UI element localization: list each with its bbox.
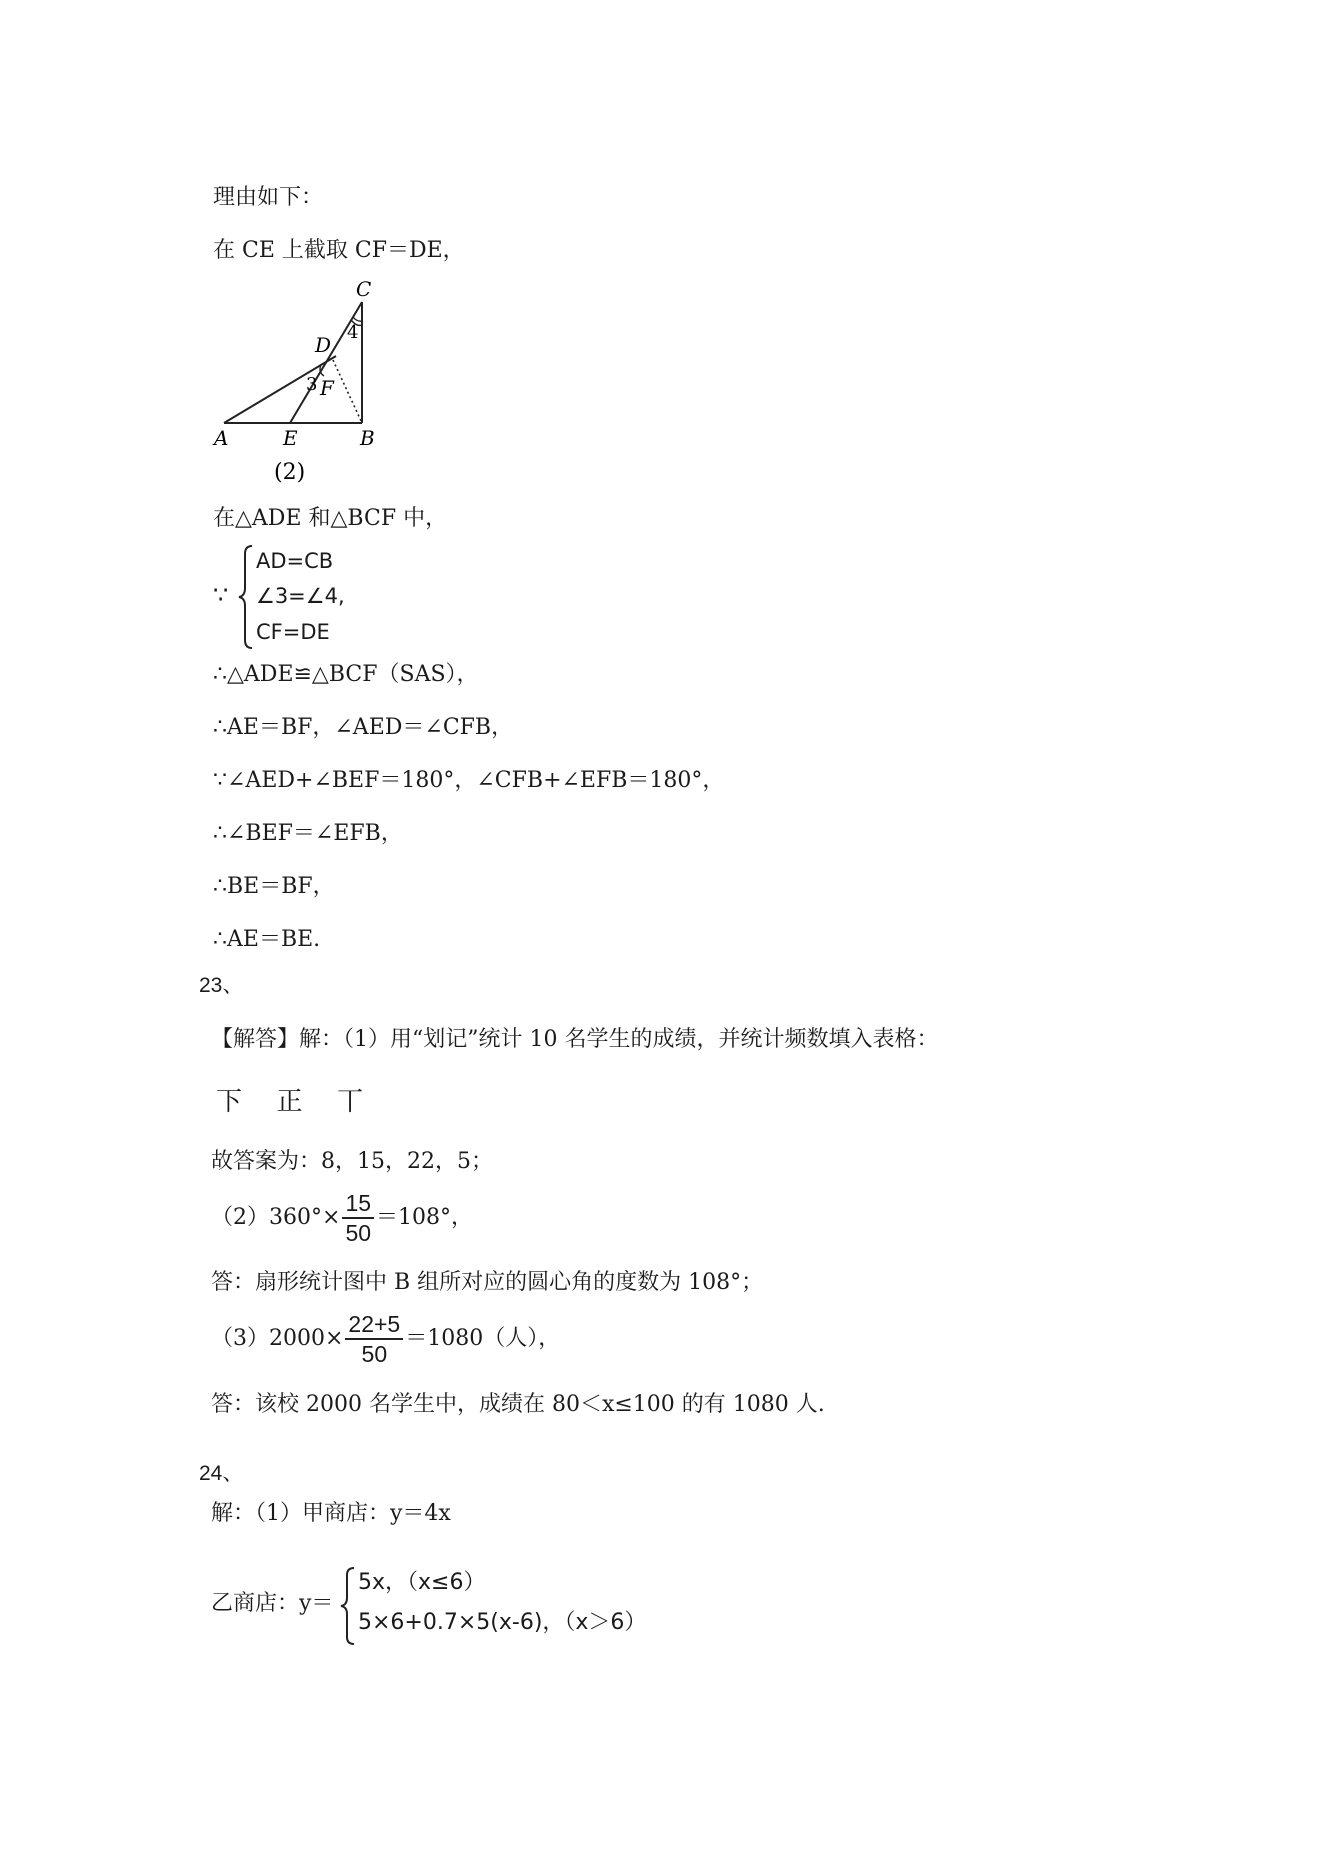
- case-1: 5x，（x≤6）: [358, 1570, 486, 1595]
- condition-2: ∠3=∠4,: [256, 584, 345, 608]
- because-symbol: ∵: [213, 581, 229, 609]
- tally-marks: [216, 1087, 365, 1117]
- step-3: ∵∠AED+∠BEF＝180°，∠CFB+∠EFB＝180°，: [213, 768, 725, 793]
- part3-numerator: 22+5: [345, 1311, 403, 1340]
- part2-fraction: [342, 1190, 374, 1246]
- problem-23-part3-answer: 答：该校 2000 名学生中，成绩在 80＜x≤100 的有 1080 人.: [211, 1392, 825, 1417]
- condition-3: CF=DE: [256, 620, 330, 644]
- store-b-label: 乙商店：y＝: [211, 1591, 334, 1616]
- problem-23-intro: 【解答】解：（1）用“划记”统计 10 名学生的成绩，并统计频数填入表格：: [211, 1027, 939, 1052]
- reason-line: 理由如下：: [213, 185, 324, 210]
- label-angle-3: 3: [306, 374, 318, 395]
- step-2: ∴AE＝BF，∠AED＝∠CFB，: [213, 715, 514, 740]
- label-E: E: [283, 426, 298, 450]
- label-C: C: [356, 277, 372, 301]
- part3-prefix: （3）2000×: [211, 1326, 344, 1351]
- tally-5: 正: [276, 1087, 305, 1117]
- step-6: ∴AE＝BE.: [213, 927, 321, 952]
- problem-23-part2: [211, 1190, 473, 1246]
- problem-23-number: 23、: [199, 974, 244, 997]
- label-D: D: [315, 333, 332, 357]
- part2-denominator: 50: [345, 1220, 372, 1246]
- label-A: A: [214, 426, 229, 450]
- label-angle-4: 4: [347, 322, 359, 343]
- step-1: ∴△ADE≌△BCF（SAS），: [213, 662, 479, 687]
- in-triangles-line: 在△ADE 和△BCF 中，: [213, 506, 448, 531]
- figure-caption: (2): [274, 460, 306, 485]
- part2-prefix: （2）360°×: [211, 1205, 341, 1230]
- tally-2: 丅: [337, 1087, 366, 1117]
- part3-fraction: [345, 1311, 403, 1367]
- part3-denominator: 50: [361, 1341, 388, 1367]
- step-4: ∴∠BEF＝∠EFB，: [213, 821, 403, 846]
- problem-23-part2-answer: 答：扇形统计图中 B 组所对应的圆心角的度数为 108°；: [211, 1270, 764, 1295]
- condition-1: AD=CB: [256, 549, 334, 573]
- piecewise-brace: [340, 1566, 356, 1646]
- intercept-line: 在 CE 上截取 CF＝DE，: [213, 238, 465, 263]
- left-brace: [238, 544, 254, 650]
- problem-23-part3: [211, 1311, 560, 1367]
- label-B: B: [360, 426, 375, 450]
- tally-8: 下: [216, 1087, 245, 1117]
- part2-numerator: 15: [342, 1190, 374, 1219]
- triangle-figure: [210, 272, 400, 497]
- step-5: ∴BE＝BF，: [213, 874, 335, 899]
- problem-23-answer: 故答案为：8，15，22，5；: [211, 1149, 493, 1174]
- problem-24-number: 24、: [199, 1462, 244, 1485]
- part2-suffix: ＝108°，: [376, 1205, 474, 1230]
- label-F: F: [320, 376, 334, 400]
- problem-24-line1: 解：（1）甲商店：y＝4x: [211, 1501, 451, 1526]
- part3-suffix: ＝1080（人），: [405, 1326, 561, 1351]
- case-2: 5×6+0.7×5(x-6)，（x＞6）: [358, 1610, 647, 1635]
